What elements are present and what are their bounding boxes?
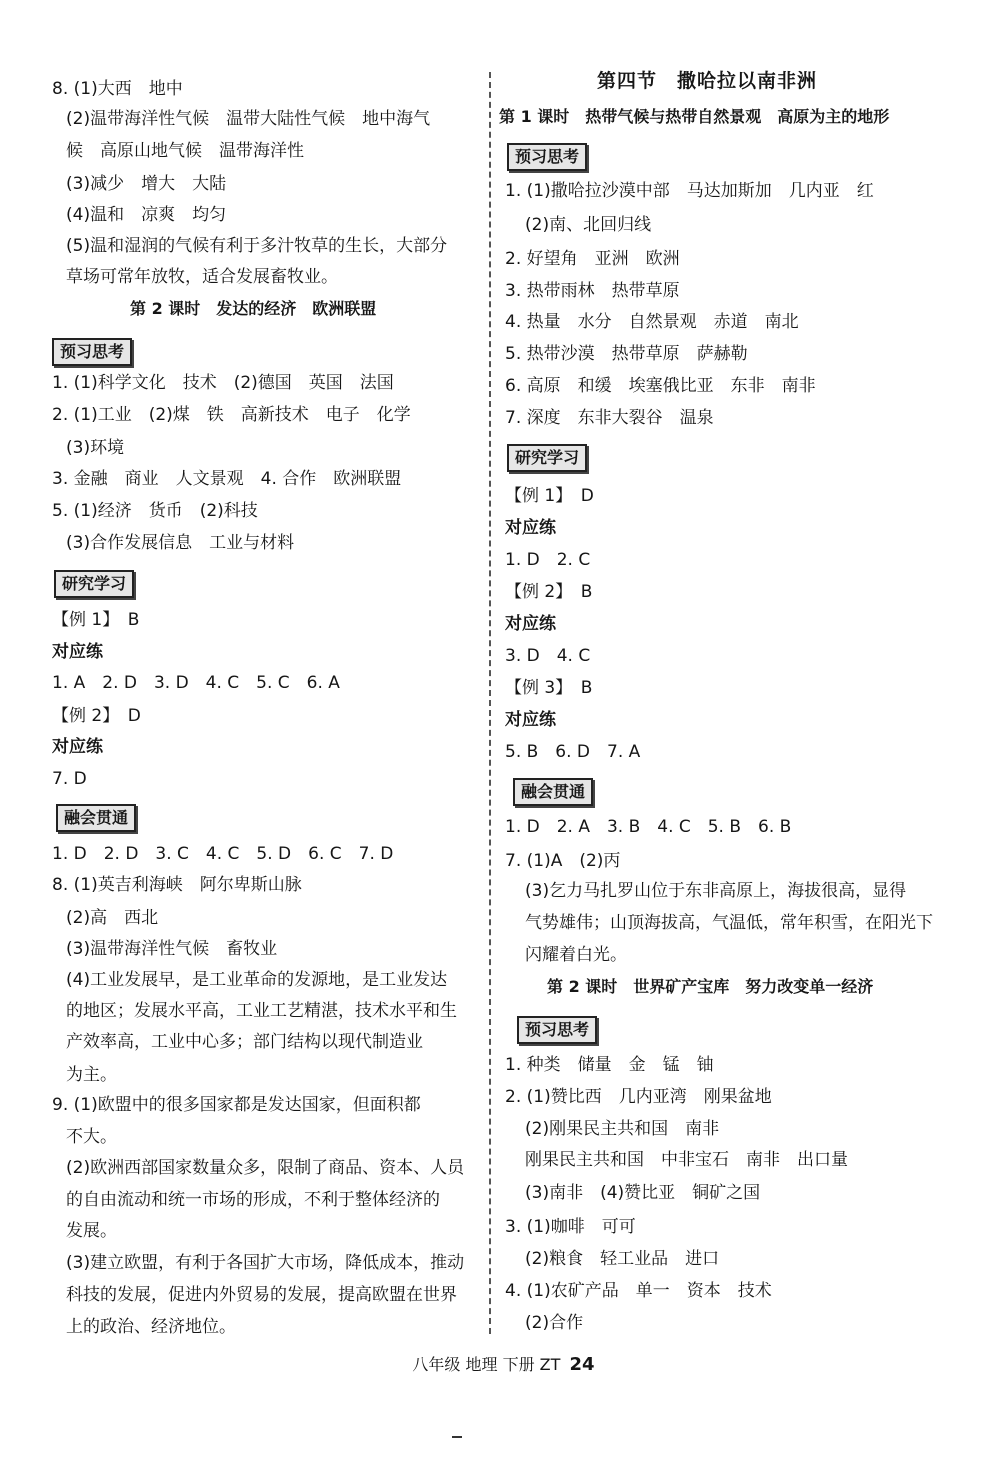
answer-line: 1. D 2. A 3. B 4. C 5. B 6. B (505, 817, 792, 837)
answer-line: 【例 3】 B (505, 678, 593, 698)
answer-line: 刚果民主共和国 中非宝石 南非 出口量 (525, 1150, 848, 1170)
answer-line: 【例 2】 D (52, 706, 141, 726)
answer-line: 7. 深度 东非大裂谷 温泉 (505, 408, 714, 428)
answer-line: (3)环境 (66, 438, 125, 458)
answer-line: 1. D 2. D 3. C 4. C 5. D 6. C 7. D (52, 844, 394, 864)
answer-line: 3. 金融 商业 人文景观 4. 合作 欧洲联盟 (52, 469, 402, 489)
answer-line: 5. B 6. D 7. A (505, 742, 641, 762)
answer-line: 上的政治、经济地位。 (66, 1317, 236, 1337)
answer-line: 9. (1)欧盟中的很多国家都是发达国家，但面积都 (52, 1095, 421, 1115)
integrate-box-label: 融会贯通 (513, 778, 593, 806)
answer-line: (4)工业发展早，是工业革命的发源地，是工业发达 (66, 970, 448, 990)
column-divider (489, 72, 491, 1334)
answer-line: 对应练 (505, 518, 556, 538)
answer-line: 闪耀着白光。 (525, 945, 627, 965)
preview-box-label: 预习思考 (52, 338, 132, 366)
answer-line: (2)高 西北 (66, 908, 159, 928)
answer-line: (3)温带海洋性气候 畜牧业 (66, 939, 278, 959)
answer-line: 1. (1)撒哈拉沙漠中部 马达加斯加 几内亚 红 (505, 181, 874, 201)
answer-line: (5)温和湿润的气候有利于多汁牧草的生长，大部分 (66, 236, 448, 256)
preview-box-label: 预习思考 (507, 143, 587, 171)
answer-line: (2)粮食 轻工业品 进口 (525, 1249, 720, 1269)
answer-line: 4. 热量 水分 自然景观 赤道 南北 (505, 312, 799, 332)
answer-line: 3. 热带雨林 热带草原 (505, 281, 680, 301)
answer-line: (2)欧洲西部国家数量众多，限制了商品、资本、人员 (66, 1158, 465, 1178)
answer-line: 对应练 (52, 737, 103, 757)
answer-line: 【例 1】 B (52, 610, 140, 630)
answer-line: 1. A 2. D 3. D 4. C 5. C 6. A (52, 673, 340, 693)
answer-line: 3. D 4. C (505, 646, 591, 666)
lesson-heading: 第 1 课时 热带气候与热带自然景观 高原为主的地形 (499, 107, 890, 126)
answer-line: 不大。 (66, 1127, 117, 1147)
answer-line: 的自由流动和统一市场的形成，不利于整体经济的 (66, 1190, 440, 1210)
preview-box-label: 预习思考 (517, 1016, 597, 1044)
answer-line: 的地区；发展水平高，工业工艺精湛，技术水平和生 (66, 1001, 457, 1021)
section-title: 第四节 撒哈拉以南非洲 (597, 70, 818, 92)
answer-line: 3. (1)咖啡 可可 (505, 1217, 636, 1237)
page-number: 24 (569, 1354, 595, 1375)
answer-line: 8. (1)大西 地中 (52, 79, 183, 99)
answer-line: 7. (1)A (2)丙 (505, 851, 621, 871)
answer-line: (2)刚果民主共和国 南非 (525, 1119, 720, 1139)
answer-line: (2)南、北回归线 (525, 215, 652, 235)
lesson-heading: 第 2 课时 世界矿产宝库 努力改变单一经济 (547, 977, 874, 996)
bottom-dash (452, 1436, 462, 1438)
answer-line: 1. D 2. C (505, 550, 591, 570)
answer-line: 8. (1)英吉利海峡 阿尔卑斯山脉 (52, 875, 302, 895)
answer-line: 科技的发展，促进内外贸易的发展，提高欧盟在世界 (66, 1285, 457, 1305)
integrate-box-label: 融会贯通 (56, 804, 136, 832)
page-footer (0, 1352, 1007, 1375)
research-box-label: 研究学习 (54, 570, 134, 598)
lesson-heading: 第 2 课时 发达的经济 欧洲联盟 (130, 299, 377, 318)
answer-line: 2. 好望角 亚洲 欧洲 (505, 249, 680, 269)
answer-line: 6. 高原 和缓 埃塞俄比亚 东非 南非 (505, 376, 816, 396)
answer-line: 产效率高，工业中心多；部门结构以现代制造业 (66, 1032, 423, 1052)
answer-line: 4. (1)农矿产品 单一 资本 技术 (505, 1281, 772, 1301)
answer-line: (3)建立欧盟，有利于各国扩大市场，降低成本，推动 (66, 1253, 465, 1273)
answer-line: (3)乞力马扎罗山位于东非高原上，海拔很高，显得 (525, 881, 907, 901)
footer-text: 八年级 地理 下册 ZT (412, 1355, 561, 1374)
answer-line: 对应练 (505, 614, 556, 634)
answer-line: 5. 热带沙漠 热带草原 萨赫勒 (505, 344, 748, 364)
answer-line: 草场可常年放牧，适合发展畜牧业。 (66, 267, 338, 287)
answer-line: 1. (1)科学文化 技术 (2)德国 英国 法国 (52, 373, 394, 393)
answer-line: 对应练 (52, 642, 103, 662)
answer-line: 7. D (52, 769, 87, 789)
answer-line: 对应练 (505, 710, 556, 730)
answer-line: (3)减少 增大 大陆 (66, 174, 227, 194)
answer-line: 发展。 (66, 1221, 117, 1241)
research-box-label: 研究学习 (507, 444, 587, 472)
answer-line: 5. (1)经济 货币 (2)科技 (52, 501, 258, 521)
answer-line: 候 高原山地气候 温带海洋性 (66, 141, 304, 161)
answer-line: (2)温带海洋性气候 温带大陆性气候 地中海气 (66, 109, 431, 129)
answer-line: 气势雄伟；山顶海拔高，气温低，常年积雪，在阳光下 (525, 913, 933, 933)
answer-line: (4)温和 凉爽 均匀 (66, 205, 227, 225)
answer-line: 2. (1)工业 (2)煤 铁 高新技术 电子 化学 (52, 405, 411, 425)
answer-line: 【例 2】 B (505, 582, 593, 602)
answer-line: 为主。 (66, 1065, 117, 1085)
answer-line: 1. 种类 储量 金 锰 铀 (505, 1055, 714, 1075)
answer-line: (3)南非 (4)赞比亚 铜矿之国 (525, 1183, 761, 1203)
answer-line: 2. (1)赞比西 几内亚湾 刚果盆地 (505, 1087, 772, 1107)
answer-line: (2)合作 (525, 1313, 584, 1333)
answer-line: 【例 1】 D (505, 486, 594, 506)
answer-line: (3)合作发展信息 工业与材料 (66, 533, 295, 553)
